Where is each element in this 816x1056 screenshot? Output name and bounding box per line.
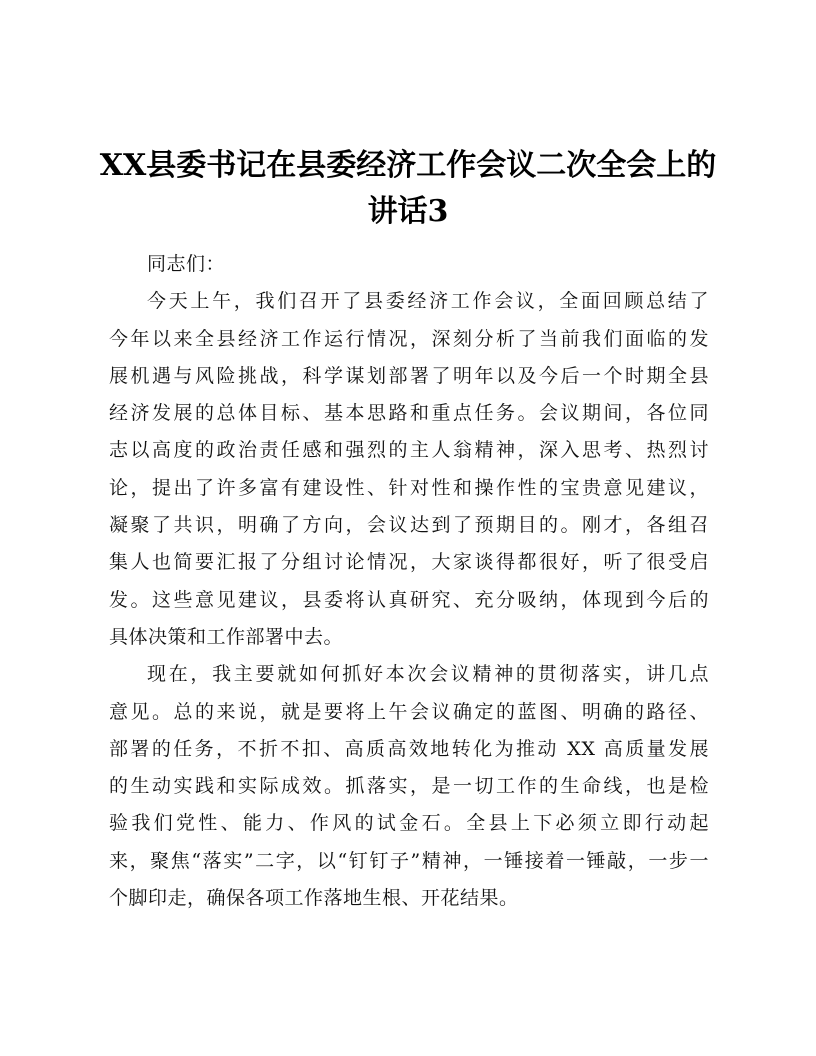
paragraph-line: 部署的任务，不折不扣、高质高效地转化为推动 XX 高质量发展 [109, 737, 709, 760]
document-title [90, 143, 726, 235]
document-body [109, 246, 709, 917]
paragraph-line: 凝聚了共识，明确了方向，会议达到了预期目的。刚才，各组召 [109, 514, 709, 537]
paragraph-line: 今年以来全县经济工作运行情况，深刻分析了当前我们面临的发 [109, 327, 709, 350]
paragraph-line: 论，提出了许多富有建设性、针对性和操作性的宝贵意见建议， [109, 476, 709, 499]
paragraph-line: 具体决策和工作部署中去。 [109, 625, 344, 648]
paragraph-line: 的生动实践和实际成效。抓落实，是一切工作的生命线，也是检 [109, 775, 709, 798]
paragraph-line: 验我们党性、能力、作风的试金石。全县上下必须立即行动起 [109, 812, 709, 835]
paragraph-line: 意见。总的来说，就是要将上午会议确定的蓝图、明确的路径、 [109, 700, 709, 723]
paragraph [109, 283, 709, 656]
title-line-1: XX县委书记在县委经济工作会议二次全会上的 [99, 148, 717, 183]
paragraph-line: 同志们： [147, 253, 226, 275]
paragraph [109, 656, 709, 917]
paragraph-line: 个脚印走，确保各项工作落地生根、开花结果。 [109, 887, 519, 910]
paragraph-line: 志以高度的政治责任感和强烈的主人翁精神，深入思考、热烈讨 [109, 439, 709, 462]
paragraph-line: 今天上午，我们召开了县委经济工作会议，全面回顾总结了 [147, 290, 709, 313]
paragraph-line: 现在，我主要就如何抓好本次会议精神的贯彻落实，讲几点 [147, 663, 709, 686]
paragraph-line: 集人也简要汇报了分组讨论情况，大家谈得都很好，听了很受启 [109, 551, 709, 574]
paragraph-line: 来，聚焦“落实”二字，以“钉钉子”精神，一锤接着一锤敲，一步一 [109, 849, 709, 872]
paragraph-line: 发。这些意见建议，县委将认真研究、充分吸纳，体现到今后的 [109, 588, 709, 611]
paragraph-line: 展机遇与风险挑战，科学谋划部署了明年以及今后一个时期全县 [109, 364, 709, 387]
title-line-2: 讲话3 [367, 194, 449, 229]
paragraph-salutation [109, 246, 709, 283]
paragraph-line: 经济发展的总体目标、基本思路和重点任务。会议期间，各位同 [109, 402, 709, 425]
